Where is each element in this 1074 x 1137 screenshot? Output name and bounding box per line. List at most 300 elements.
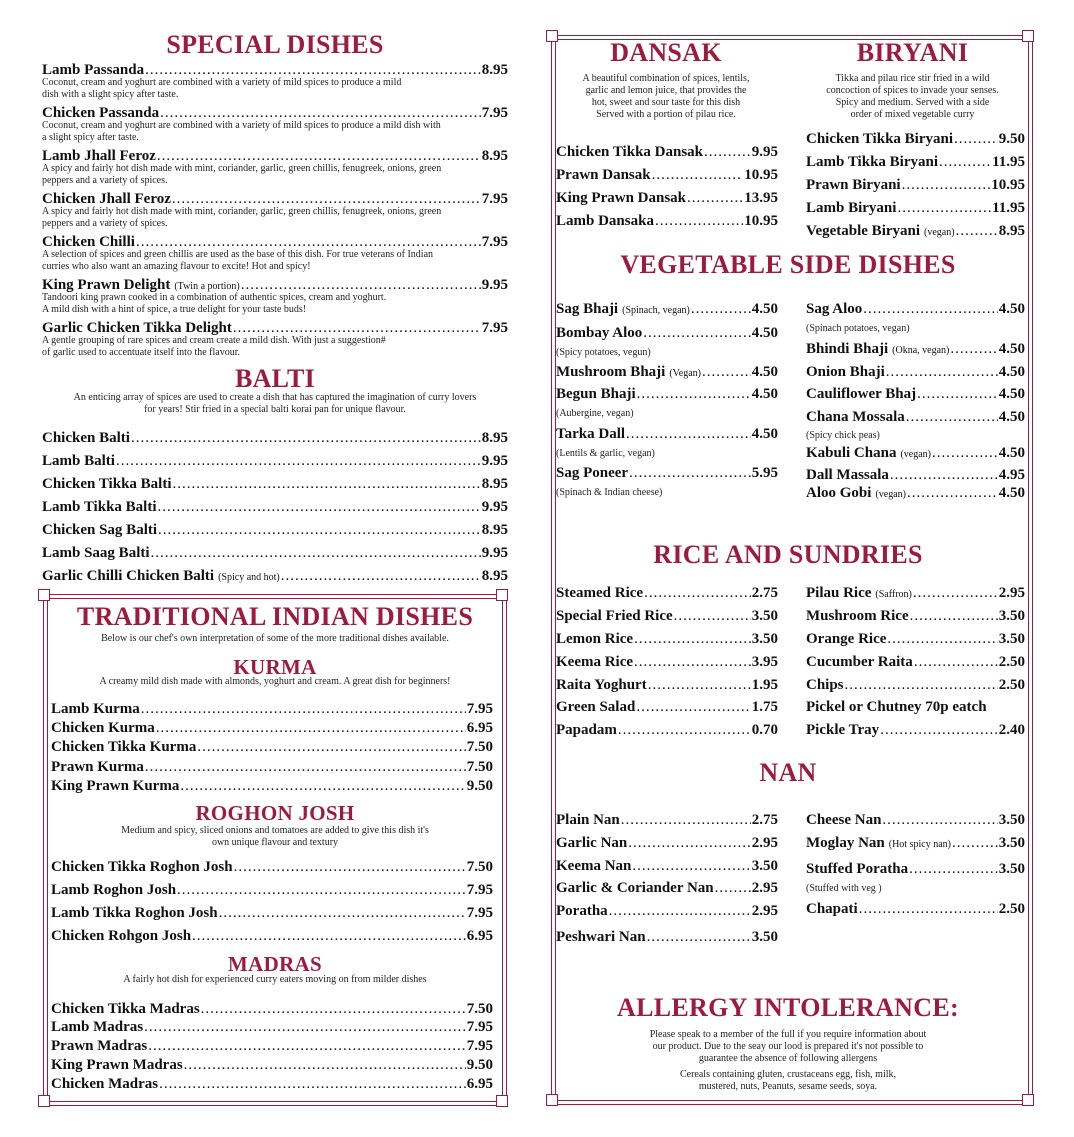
dish-name: Pilau Rice xyxy=(806,585,872,601)
dish-name: Sag Aloo xyxy=(806,301,863,317)
dot-leader xyxy=(952,835,998,852)
dot-leader xyxy=(950,341,997,358)
dish-price: 4.50 xyxy=(998,301,1025,317)
dish-description-line-2: curries who also want an amazing flavour to excite! Hot and spicy! xyxy=(42,261,311,272)
dish-note: (vegan) xyxy=(900,449,932,460)
dish-note: (Okna, vegan) xyxy=(892,345,950,356)
kurma-description: A creamy mild dish made with almonds, yoghurt and cream. A great dish for beginners! xyxy=(99,676,451,687)
dish-name: Steamed Rice xyxy=(556,585,644,601)
dish-price: 3.50 xyxy=(751,929,778,945)
dish-price: 4.50 xyxy=(998,485,1025,501)
menu-item-row xyxy=(806,386,1025,403)
dish-description xyxy=(42,120,478,144)
dish-price: 4.50 xyxy=(751,325,778,341)
menu-item-row xyxy=(556,144,778,161)
menu-item-row xyxy=(556,608,778,625)
dish-name: Pickle Tray xyxy=(806,722,880,738)
dish-price: 4.50 xyxy=(998,341,1025,357)
dot-leader xyxy=(859,901,998,918)
dot-leader xyxy=(151,545,481,562)
dish-description-line-1: A selection of spices and green chillis are used as the base of this dish. For true veterans of Indian xyxy=(42,249,434,260)
dot-leader xyxy=(648,677,751,694)
dish-name: Garlic Nan xyxy=(556,835,628,851)
dish-name: Lamb Dansaka xyxy=(556,213,654,229)
dish-name: Lemon Rice xyxy=(556,631,634,647)
dot-leader xyxy=(845,677,998,694)
menu-item-row xyxy=(556,190,778,207)
dish-price: 10.95 xyxy=(744,213,778,229)
description-line: garlic and lemon juice, that provides the xyxy=(585,85,747,96)
menu-item-row xyxy=(806,835,1025,852)
menu-item-row xyxy=(556,699,778,716)
dish-price: 13.95 xyxy=(744,190,778,206)
dish-name: Peshwari Nan xyxy=(556,929,646,945)
dish-name: Vegetable Biryani xyxy=(806,223,921,239)
dish-price: 8.95 xyxy=(481,148,508,164)
dot-leader xyxy=(145,759,466,776)
dish-name: Lamb Tikka Biryani xyxy=(806,154,938,170)
dish-price: 7.50 xyxy=(466,859,493,875)
dot-leader xyxy=(880,722,998,739)
dot-leader xyxy=(907,485,998,502)
balti-description-line-1: An enticing array of spices are used to create a dish that has captured the imagination of curry lovers xyxy=(73,392,477,403)
dot-leader xyxy=(621,812,751,829)
description-line: our product. Due to the seay our lood is prepared it's not possible to xyxy=(652,1041,924,1052)
dish-name: Prawn Madras xyxy=(51,1038,148,1054)
dot-leader xyxy=(234,859,466,876)
dot-leader xyxy=(674,608,751,625)
dish-price: 2.75 xyxy=(751,812,778,828)
menu-item-row xyxy=(806,722,1025,739)
traditional-title: TRADITIONAL INDIAN DISHES xyxy=(76,602,474,631)
dish-name: Lamb Kurma xyxy=(51,701,140,717)
dot-leader xyxy=(281,568,481,585)
dot-leader xyxy=(932,445,998,462)
dish-price: 8.95 xyxy=(481,62,508,78)
menu-item-row xyxy=(51,739,493,756)
dot-leader xyxy=(647,929,751,946)
dish-price: 1.95 xyxy=(751,677,778,693)
dish-name: Chicken Tikka Kurma xyxy=(51,739,197,755)
dish-subtitle: (Spinach potatoes, vegan) xyxy=(806,323,910,334)
dish-price: 4.50 xyxy=(751,426,778,442)
dish-name: Orange Rice xyxy=(806,631,887,647)
description-line: Spicy and medium. Served with a side xyxy=(835,97,990,108)
dish-name: Special Fried Rice xyxy=(556,608,673,624)
dish-price: 3.50 xyxy=(998,631,1025,647)
dish-description xyxy=(42,77,478,101)
menu-item-row xyxy=(51,928,493,945)
dish-price: 2.50 xyxy=(998,677,1025,693)
dish-name: Garlic Chilli Chicken Balti xyxy=(42,568,215,584)
dish-name: Chicken Kurma xyxy=(51,720,155,736)
dish-price: 6.95 xyxy=(466,1076,493,1092)
dish-note: (Spicy and hot) xyxy=(218,572,280,583)
dot-leader xyxy=(158,522,481,539)
dish-price: 4.50 xyxy=(998,386,1025,402)
dot-leader xyxy=(632,858,750,875)
dish-name: Chicken Balti xyxy=(42,430,130,446)
dot-leader xyxy=(177,882,466,899)
dot-leader xyxy=(890,467,998,484)
dish-name: Plain Nan xyxy=(556,812,620,828)
dish-price: 1.75 xyxy=(751,699,778,715)
dish-price: 7.50 xyxy=(466,759,493,775)
dot-leader xyxy=(917,386,998,403)
dish-subtitle: (Stuffed with veg ) xyxy=(806,883,882,894)
dish-price: 9.95 xyxy=(481,277,508,293)
menu-item-row xyxy=(556,722,778,739)
dish-description xyxy=(42,163,478,187)
dish-name: Lamb Tikka Roghon Josh xyxy=(51,905,218,921)
dish-name: Dall Massala xyxy=(806,467,889,483)
dish-price: 7.50 xyxy=(466,739,493,755)
dot-leader xyxy=(954,131,998,148)
menu-item-row xyxy=(806,631,1025,648)
dot-leader xyxy=(184,1057,466,1074)
dish-price: 4.50 xyxy=(751,386,778,402)
dot-leader xyxy=(887,631,997,648)
dot-leader xyxy=(897,200,991,217)
dish-name: Chicken Passanda xyxy=(42,105,160,121)
dish-name: Kabuli Chana xyxy=(806,445,897,461)
menu-item-row xyxy=(806,812,1025,829)
dish-name: Chicken Tikka Roghon Josh xyxy=(51,859,233,875)
dish-note: (vegan) xyxy=(875,489,906,500)
dish-name: King Prawn Kurma xyxy=(51,778,180,794)
menu-item-row xyxy=(556,167,778,184)
dish-price: 8.95 xyxy=(998,223,1025,239)
dish-name: King Prawn Delight xyxy=(42,277,171,293)
dish-price: 7.95 xyxy=(466,882,493,898)
menu-item-row xyxy=(556,301,778,318)
dish-price: 4.95 xyxy=(998,467,1025,483)
dish-price: 3.50 xyxy=(751,858,778,874)
menu-item-row xyxy=(51,1057,493,1074)
menu-item-row xyxy=(51,882,493,899)
menu-item-row xyxy=(51,701,493,718)
dish-price: 9.50 xyxy=(466,1057,493,1073)
dot-leader xyxy=(704,144,751,161)
dish-name: Chicken Madras xyxy=(51,1076,159,1092)
special-dishes-title: SPECIAL DISHES xyxy=(166,30,384,59)
frame-corner-ornament xyxy=(38,589,50,601)
dish-name: Onion Bhaji xyxy=(806,364,885,380)
balti-description-line-2: for years! Stir fried in a special balti korai pan for unique flavour. xyxy=(144,404,406,415)
menu-item-row xyxy=(556,858,778,875)
dish-name: Prawn Biryani xyxy=(806,177,901,193)
dot-leader xyxy=(144,1019,466,1036)
menu-item-row xyxy=(806,177,1025,194)
menu-item-row xyxy=(556,903,778,920)
dish-description-line-1: Tandoori king prawn cooked in a combination of authentic spices, cream and yoghurt. xyxy=(42,292,387,303)
menu-item-row xyxy=(806,485,1025,502)
dish-description-line-1: A spicy and fairly hot dish made with mint, coriander, garlic, green chillis, fenugreek, onions, green xyxy=(42,163,442,174)
dot-leader xyxy=(180,778,465,795)
dish-price: 9.95 xyxy=(481,545,508,561)
menu-item-row xyxy=(51,1001,493,1018)
menu-item-row xyxy=(42,476,508,493)
dish-price: 4.50 xyxy=(751,301,778,317)
dish-price: 7.95 xyxy=(466,1019,493,1035)
dish-price: 3.50 xyxy=(998,608,1025,624)
dish-price: 8.95 xyxy=(481,430,508,446)
balti-description xyxy=(42,392,508,416)
dot-leader xyxy=(637,386,751,403)
dot-leader xyxy=(116,453,481,470)
dot-leader xyxy=(644,585,751,602)
dish-name: Moglay Nan xyxy=(806,835,885,851)
dish-price: 7.95 xyxy=(481,191,508,207)
description-line: Tikka and pilau rice stir fried in a wild xyxy=(835,73,990,84)
nan-title: NAN xyxy=(759,758,817,787)
dish-subtitle: (Spinach & Indian cheese) xyxy=(556,487,663,498)
dot-leader xyxy=(910,608,998,625)
dish-subtitle: (Spicy potatoes, vegun) xyxy=(556,347,651,358)
dot-leader xyxy=(691,301,751,318)
dish-name: Bhindi Bhaji xyxy=(806,341,889,357)
dot-leader xyxy=(148,1038,466,1055)
dish-price: 7.95 xyxy=(466,905,493,921)
dish-price: 7.95 xyxy=(466,701,493,717)
dish-price: 9.95 xyxy=(481,453,508,469)
dot-leader xyxy=(913,585,998,602)
dish-price: 7.95 xyxy=(481,320,508,336)
menu-item-row xyxy=(556,835,778,852)
dish-name: Aloo Gobi xyxy=(806,485,872,501)
menu-item-row xyxy=(51,720,493,737)
biryani-description xyxy=(800,73,1025,121)
dot-leader xyxy=(156,720,466,737)
description-line: A beautiful combination of spices, lentils, xyxy=(582,73,750,84)
dish-price: 2.95 xyxy=(751,903,778,919)
menu-item-row xyxy=(806,131,1025,148)
description-line: Served with a portion of pilau rice. xyxy=(596,109,736,120)
dish-name: Chicken Rohgon Josh xyxy=(51,928,192,944)
menu-item-row xyxy=(806,154,1025,171)
menu-item-row xyxy=(806,364,1025,381)
dish-price: 4.50 xyxy=(998,364,1025,380)
roghon-description-line-1: Medium and spicy, sliced onions and tomatoes are added to give this dish it's xyxy=(121,825,429,836)
dish-name: Poratha xyxy=(556,903,608,919)
dish-name: Chana Mossala xyxy=(806,409,905,425)
dish-name: Chicken Jhall Feroz xyxy=(42,191,171,207)
dot-leader xyxy=(655,213,743,230)
dot-leader xyxy=(863,301,997,318)
dot-leader xyxy=(192,928,466,945)
dish-note: (Hot spicy nan) xyxy=(888,839,951,850)
dish-price: 7.95 xyxy=(466,1038,493,1054)
menu-item-row xyxy=(806,585,1025,602)
dish-subtitle: (Lentils & garlic, vegan) xyxy=(556,448,655,459)
dish-price: 2.95 xyxy=(751,880,778,896)
allergens-list xyxy=(555,1069,1021,1093)
menu-item-row xyxy=(806,677,1025,694)
dot-leader xyxy=(609,903,751,920)
dish-name: Chips xyxy=(806,677,844,693)
dish-description-line-1: A spicy and fairly hot dish made with mint, coriander, garlic, green chillis, fenugreek, onions, green xyxy=(42,206,442,217)
dish-price: 3.50 xyxy=(751,631,778,647)
menu-item-row xyxy=(556,812,778,829)
dot-leader xyxy=(652,167,744,184)
dot-leader xyxy=(882,812,997,829)
menu-item-row xyxy=(556,386,778,403)
dish-price: 6.95 xyxy=(466,928,493,944)
dish-price: 2.50 xyxy=(998,654,1025,670)
dot-leader xyxy=(939,154,991,171)
dish-name: Sag Poneer xyxy=(556,465,629,481)
dish-name: Tarka Dall xyxy=(556,426,626,442)
dish-name: Mushroom Bhaji xyxy=(556,364,666,380)
dish-description xyxy=(42,292,478,316)
allergy-description xyxy=(555,1029,1021,1065)
dish-subtitle: (Spicy chick peas) xyxy=(806,430,880,441)
kurma-title: KURMA xyxy=(233,655,317,679)
menu-item-row xyxy=(556,929,778,946)
dot-leader xyxy=(158,499,481,516)
dish-description-line-2: peppers and a variety of spices. xyxy=(42,175,168,186)
dish-price: 7.50 xyxy=(466,1001,493,1017)
dish-price: 11.95 xyxy=(992,200,1025,216)
roghon-josh-description xyxy=(50,825,500,849)
dish-price: 9.50 xyxy=(466,778,493,794)
dish-description-line-2: a slight spicy after taste. xyxy=(42,132,139,143)
dish-price: 2.50 xyxy=(998,901,1025,917)
madras-title: MADRAS xyxy=(228,952,322,976)
roghon-description-line-2: own unique flavour and textury xyxy=(211,837,339,848)
menu-item-row xyxy=(806,861,1025,878)
dish-price: 9.95 xyxy=(751,144,778,160)
dish-price: 4.50 xyxy=(998,445,1025,461)
dish-price: 11.95 xyxy=(992,154,1025,170)
dot-leader xyxy=(173,476,481,493)
dish-name: Keema Rice xyxy=(556,654,634,670)
dish-name: King Prawn Madras xyxy=(51,1057,183,1073)
dish-note: (Twin a portion) xyxy=(174,281,240,292)
description-line: concoction of spices to invade your senses. xyxy=(826,85,999,96)
menu-item-row xyxy=(556,426,778,443)
dish-name: Papadam xyxy=(556,722,617,738)
dish-note: (Vegan) xyxy=(669,368,701,379)
dish-name: Prawn Dansak xyxy=(556,167,651,183)
menu-item-row xyxy=(556,677,778,694)
dish-name: Garlic Chicken Tikka Delight xyxy=(42,320,232,336)
dish-price: 2.95 xyxy=(998,585,1025,601)
dish-price: 6.95 xyxy=(466,720,493,736)
dish-name: Chapati xyxy=(806,901,858,917)
dot-leader xyxy=(628,835,751,852)
dish-name: Bombay Aloo xyxy=(556,325,643,341)
menu-item-row xyxy=(51,859,493,876)
menu-item-row xyxy=(806,654,1025,671)
dish-description-line-1: A gentle grouping of rare spices and cream create a mild dish. With just a suggestion# xyxy=(42,335,386,346)
dot-leader xyxy=(634,654,751,671)
menu-item-row xyxy=(556,213,778,230)
dot-leader xyxy=(629,465,751,482)
dish-description-line-2: peppers and a variety of spices. xyxy=(42,218,168,229)
description-line: Please speak to a member of the full if you require information about xyxy=(649,1029,927,1040)
dot-leader xyxy=(141,701,466,718)
menu-item-row xyxy=(806,608,1025,625)
dish-price: 9.50 xyxy=(998,131,1025,147)
dish-price: 2.95 xyxy=(751,835,778,851)
dish-price: 4.50 xyxy=(998,409,1025,425)
dish-description-line-1: Coconut, cream and yoghurt are combined with a variety of mild spices to produce a mild xyxy=(42,77,402,88)
dish-name: Raita Yoghurt xyxy=(556,677,647,693)
dot-leader xyxy=(634,631,751,648)
menu-item-row xyxy=(806,901,1025,918)
balti-title: BALTI xyxy=(234,364,316,393)
menu-item-row xyxy=(806,301,1025,318)
dish-description xyxy=(42,206,478,230)
dot-leader xyxy=(159,1076,466,1093)
dish-name: Begun Bhaji xyxy=(556,386,636,402)
dish-name: Lamb Roghon Josh xyxy=(51,882,177,898)
dish-price: 10.95 xyxy=(991,177,1025,193)
biryani-title: BIRYANI xyxy=(856,38,969,67)
frame-corner-ornament xyxy=(546,1094,558,1106)
dansak-title: DANSAK xyxy=(610,38,722,67)
frame-corner-ornament xyxy=(38,1095,50,1107)
menu-item-row xyxy=(556,880,778,897)
menu-item-row xyxy=(556,364,778,381)
dish-name: Cucumber Raita xyxy=(806,654,913,670)
dish-name: Cheese Nan xyxy=(806,812,882,828)
dish-description-line-2: A mild dish with a hint of spice, a true delight for your taste buds! xyxy=(42,304,307,315)
vegetable-side-dishes-title: VEGETABLE SIDE DISHES xyxy=(620,250,956,279)
dish-price: 7.95 xyxy=(481,234,508,250)
dish-price: 10.95 xyxy=(744,167,778,183)
dish-price: 5.95 xyxy=(751,465,778,481)
dish-price: 3.50 xyxy=(998,812,1025,828)
dot-leader xyxy=(956,223,998,240)
menu-item-row xyxy=(42,499,508,516)
dish-name: Chicken Tikka Dansak xyxy=(556,144,704,160)
menu-item-row xyxy=(556,654,778,671)
dish-description xyxy=(42,249,478,273)
dish-note: (Spinach, vegan) xyxy=(622,305,690,316)
dot-leader xyxy=(219,905,466,922)
menu-item-row xyxy=(51,759,493,776)
frame-corner-ornament xyxy=(496,589,508,601)
dish-note: (vegan) xyxy=(924,227,955,238)
dot-leader xyxy=(886,364,998,381)
menu-item-row xyxy=(806,467,1025,484)
dish-price: 3.50 xyxy=(998,835,1025,851)
dish-price: 3.50 xyxy=(751,608,778,624)
rice-and-sundries-title: RICE AND SUNDRIES xyxy=(653,540,923,569)
menu-item-row xyxy=(51,1019,493,1036)
dot-leader xyxy=(902,177,991,194)
dish-name: Chicken Tikka Madras xyxy=(51,1001,200,1017)
menu-item-row xyxy=(51,905,493,922)
dish-price: 0.70 xyxy=(751,722,778,738)
dish-description-line-2: of garlic used to accentuate itself into the flavour. xyxy=(42,347,240,358)
dish-name: Cauliflower Bhaj xyxy=(806,386,917,402)
dish-price: 2.75 xyxy=(751,585,778,601)
dot-leader xyxy=(643,325,750,342)
menu-item-row xyxy=(42,522,508,539)
dish-name: Mushroom Rice xyxy=(806,608,909,624)
dish-name: Chicken Chilli xyxy=(42,234,135,250)
menu-item-row xyxy=(51,1076,493,1093)
traditional-description: Below is our chef's own interpretation of some of the more traditional dishes available. xyxy=(101,633,449,644)
menu-item-row xyxy=(806,200,1025,217)
dish-name: Stuffed Poratha xyxy=(806,861,909,877)
menu-item-row xyxy=(806,341,1025,358)
dish-name: Lamb Jhall Feroz xyxy=(42,148,156,164)
dish-price: 3.95 xyxy=(751,654,778,670)
